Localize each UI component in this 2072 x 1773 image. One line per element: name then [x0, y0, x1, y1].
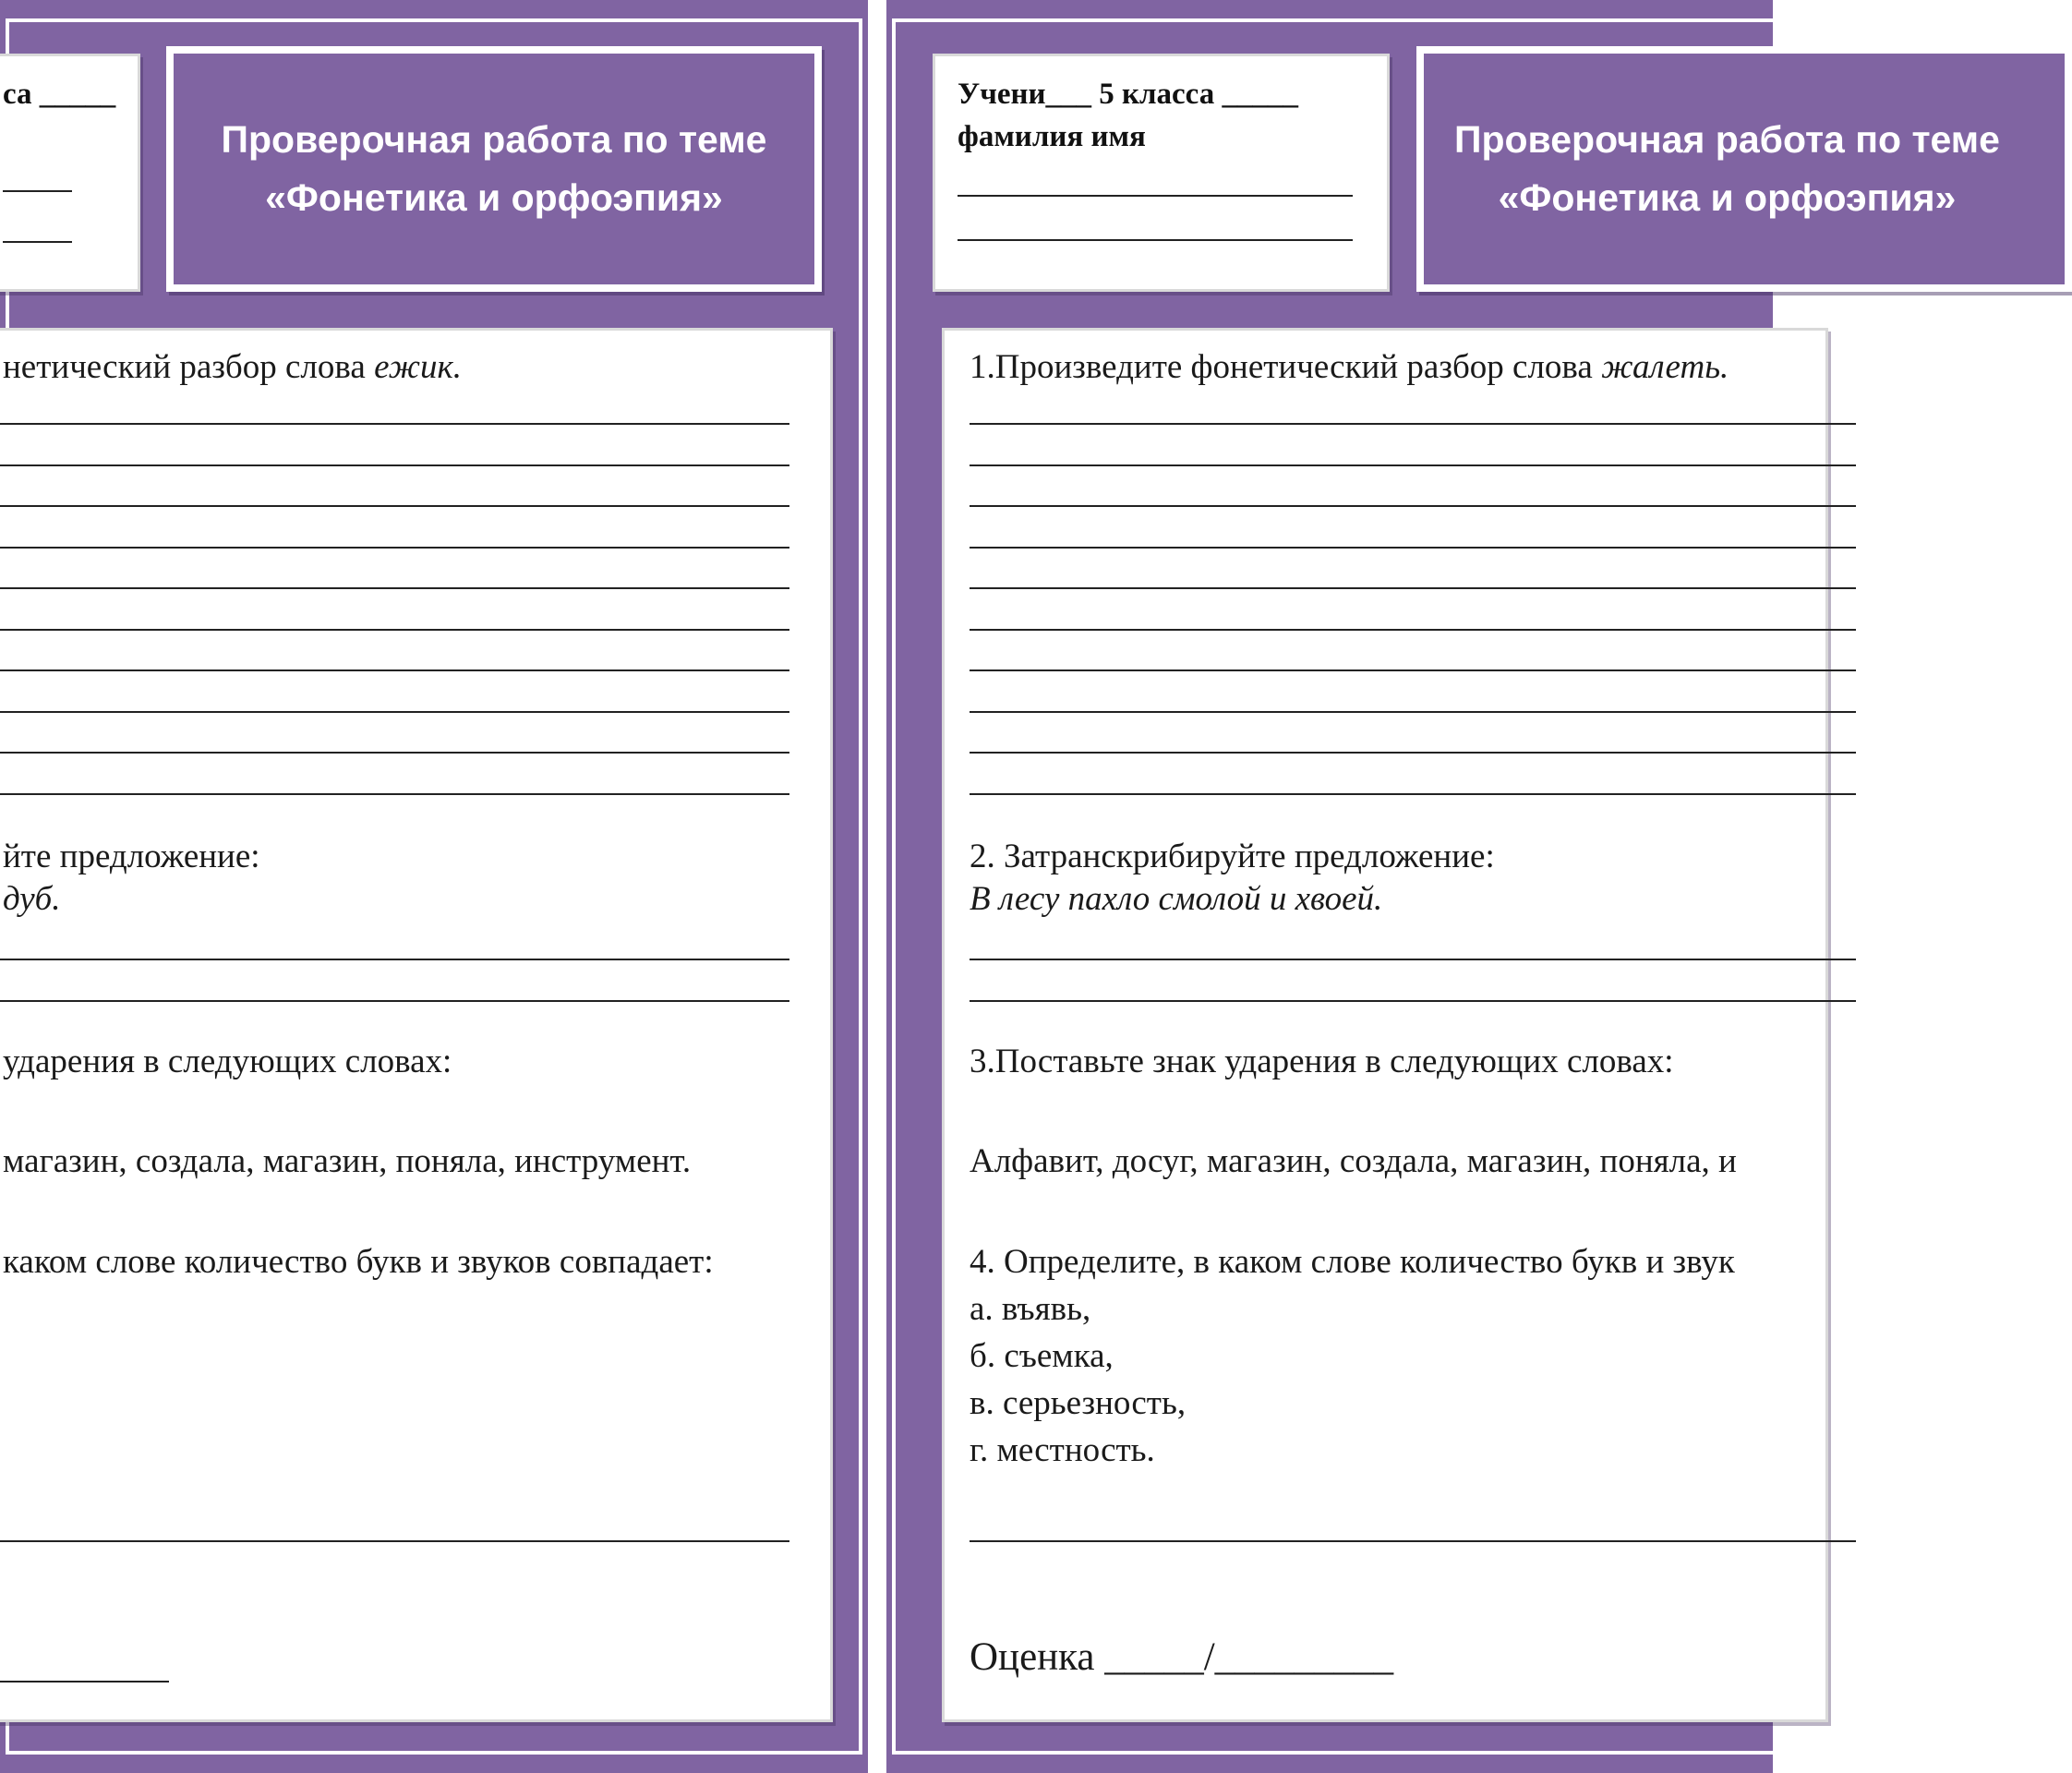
right-q2-sentence: В лесу пахло смолой и хвоей. — [970, 880, 1383, 918]
left-title-line1: Проверочная работа по теме — [221, 118, 767, 161]
left-questions-panel — [0, 328, 833, 1722]
student-class-line: Учени___ 5 класса _____ — [958, 78, 1298, 111]
right-q2-answer-line-1 — [970, 959, 1856, 960]
right-q4-answer-line — [970, 1540, 1856, 1542]
student-name-blank-2 — [958, 239, 1353, 241]
left-grade-line — [0, 1681, 169, 1683]
left-q4: каком слове количество букв и звуков совпадает: — [3, 1243, 714, 1281]
left-q1-answer-line — [0, 669, 789, 671]
left-q1-answer-line — [0, 587, 789, 589]
left-q1-answer-line — [0, 629, 789, 631]
right-title-line2: «Фонетика и орфоэпия» — [1498, 176, 1957, 219]
left-q1-answer-line — [0, 793, 789, 795]
right-q4-option-b: б. съемка, — [970, 1337, 1114, 1375]
right-q1-answer-line — [970, 587, 1856, 589]
right-q1-answer-line — [970, 629, 1856, 631]
right-q4-option-d: г. местность. — [970, 1431, 1155, 1469]
left-q3: ударения в следующих словах: — [3, 1043, 452, 1080]
right-q1-word: жалеть. — [1601, 348, 1729, 386]
left-name-blank-2 — [3, 241, 72, 243]
left-q4-answer-line — [0, 1540, 789, 1542]
right-q1-answer-line — [970, 464, 1856, 466]
right-title-box — [1416, 46, 2072, 292]
student-name-label: фамилия имя — [958, 120, 1146, 153]
right-questions-panel — [942, 328, 1828, 1722]
left-q1-answer-line — [0, 752, 789, 754]
right-q1-answer-line — [970, 423, 1856, 425]
right-q1-answer-line — [970, 711, 1856, 713]
left-q2-sentence: дуб. — [3, 880, 61, 918]
left-q3-words: магазин, создала, магазин, поняла, инструмент. — [3, 1142, 692, 1180]
left-title-line2: «Фонетика и орфоэпия» — [265, 176, 723, 219]
left-q1-answer-line — [0, 464, 789, 466]
left-q1: нетический разбор слова ежик. — [3, 348, 463, 386]
left-student-line1: са _____ — [3, 78, 116, 111]
right-q1-answer-line — [970, 752, 1856, 754]
student-name-blank-1 — [958, 195, 1353, 197]
left-q1-answer-line — [0, 505, 789, 507]
right-q1: 1.Произведите фонетический разбор слова жалеть. — [970, 348, 1729, 386]
right-q4-option-a: а. въявь, — [970, 1290, 1091, 1328]
left-q2-answer-line-2 — [0, 1000, 789, 1002]
left-q1-answer-line — [0, 711, 789, 713]
right-q1-answer-line — [970, 793, 1856, 795]
left-title-box — [166, 46, 822, 292]
right-q1-answer-line — [970, 505, 1856, 507]
right-q3-words: Алфавит, досуг, магазин, создала, магазин, поняла, и — [970, 1142, 1737, 1180]
left-q1-word: ежик. — [374, 348, 463, 386]
right-q1-answer-line — [970, 669, 1856, 671]
left-q1-answer-line — [0, 547, 789, 549]
left-q2-answer-line-1 — [0, 959, 789, 960]
right-student-info-box — [933, 54, 1390, 292]
left-student-info-box — [0, 54, 140, 292]
right-q3: 3.Поставьте знак ударения в следующих словах: — [970, 1043, 1674, 1080]
grade-label: Оценка _____/_________ — [970, 1635, 1394, 1679]
right-title-line1: Проверочная работа по теме — [1454, 118, 2000, 161]
right-q2-answer-line-2 — [970, 1000, 1856, 1002]
page-gutter — [868, 0, 886, 1773]
right-q2: 2. Затранскрибируйте предложение: — [970, 838, 1495, 875]
left-worksheet — [0, 0, 868, 1773]
right-q4-option-c: в. серьезность, — [970, 1384, 1187, 1422]
left-q1-answer-line — [0, 423, 789, 425]
right-q4: 4. Определите, в каком слове количество букв и звук — [970, 1243, 1735, 1281]
right-worksheet — [886, 0, 2000, 1773]
left-name-blank-1 — [3, 190, 72, 192]
right-q1-answer-line — [970, 547, 1856, 549]
left-q2: йте предложение: — [3, 838, 260, 875]
